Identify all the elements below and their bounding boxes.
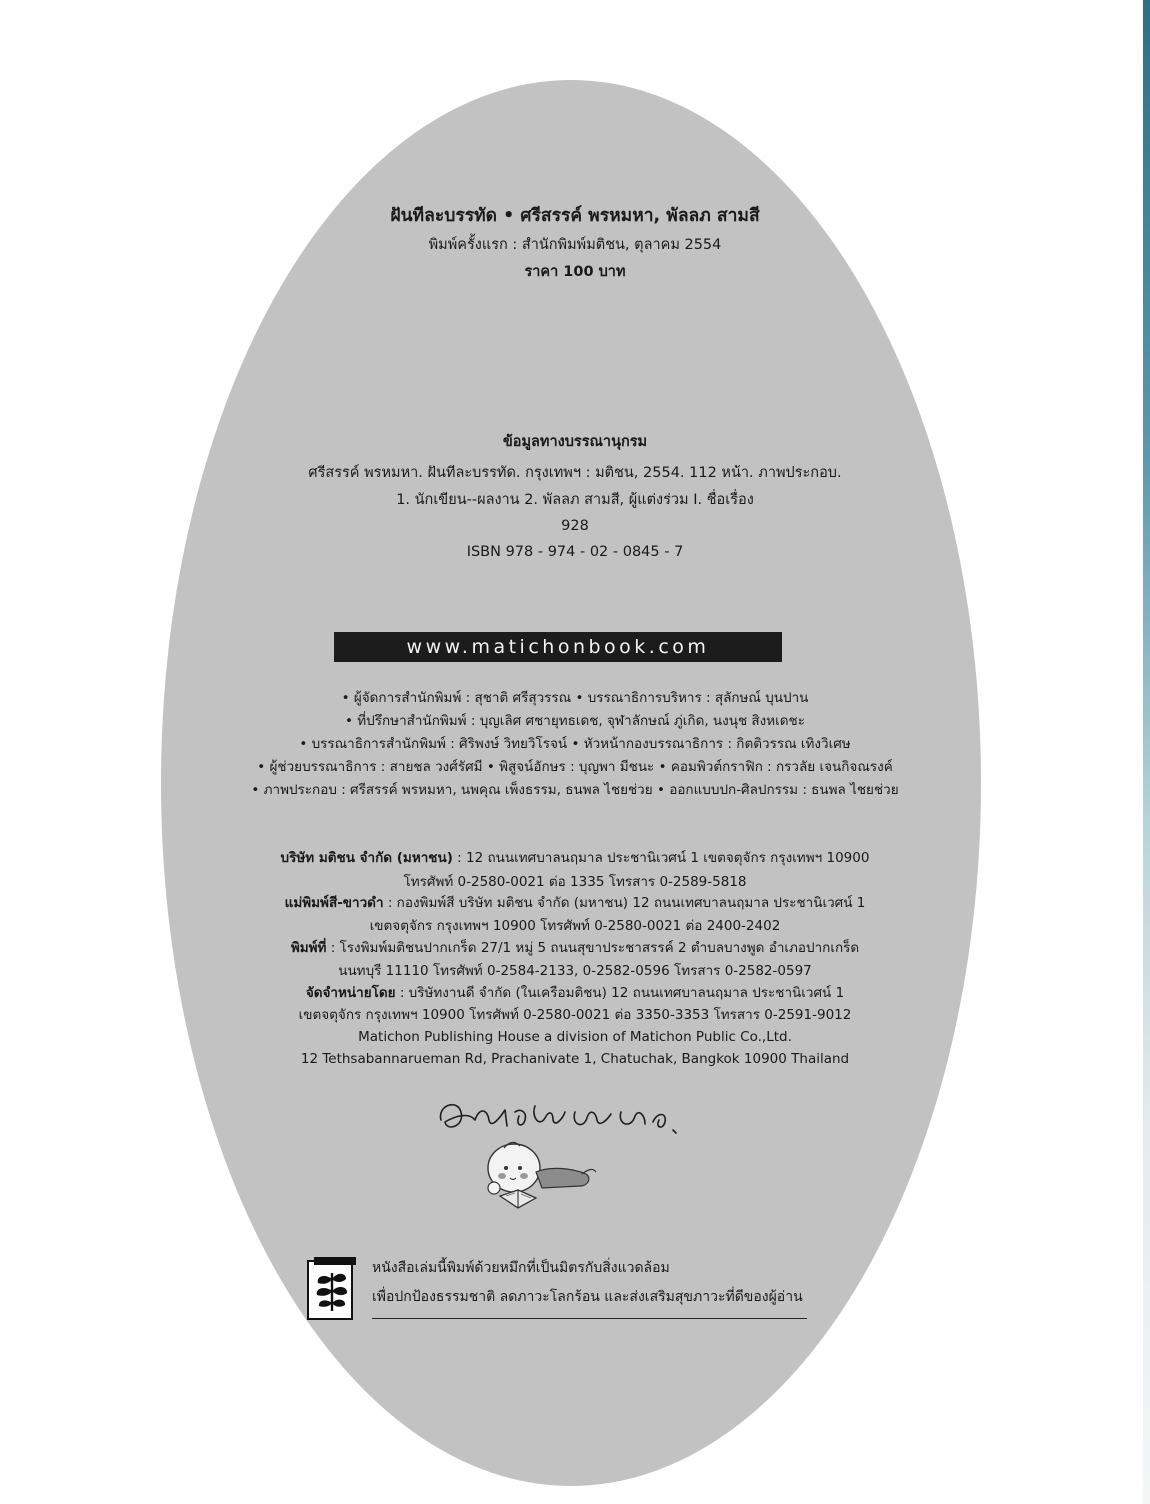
first-print-line: พิมพ์ครั้งแรก : สำนักพิมพ์มติชน, ตุลาคม 2554 bbox=[428, 237, 722, 253]
plate-label: แม่พิมพ์สี-ขาวดำ bbox=[284, 895, 384, 911]
credit-line: • ที่ปรึกษาสำนักพิมพ์ : บุญเลิศ ศชายุทธเดช, จุฬาลักษณ์ ภู่เกิด, นงนุช สิงหเดชะ bbox=[345, 713, 805, 729]
distributor-label: จัดจำหน่ายโดย bbox=[305, 985, 396, 1001]
eco-note-line: เพื่อปกป้องธรรมชาติ ลดภาวะโลกร้อน และส่งเสริมสุขภาวะที่ดีของผู้อ่าน bbox=[372, 1289, 803, 1305]
catalog-line: ศรีสรรค์ พรหมหา. ฝันทีละบรรทัด. กรุงเทพฯ : มติชน, 2554. 112 หน้า. ภาพประกอบ. bbox=[308, 465, 842, 481]
distributor-line bbox=[0, 983, 1150, 1003]
credit-line: • บรรณาธิการสำนักพิมพ์ : ศิริพงษ์ วิทยวิโรจน์ • หัวหน้ากองบรรณาธิการ : กิตติวรรณ เทิงวิเศษ bbox=[299, 736, 851, 752]
plate-line-2: เขตจตุจักร กรุงเทพฯ 10900 โทรศัพท์ 0-2580-0021 ต่อ 2400-2402 bbox=[369, 918, 781, 934]
english-address-line: 12 Tethsabannarueman Rd, Prachanivate 1, Chatuchak, Bangkok 10900 Thailand bbox=[300, 1051, 850, 1067]
publisher-company-address: : 12 ถนนเทศบาลนฤมาล ประชานิเวศน์ 1 เขตจตุจักร กรุงเทพฯ 10900 bbox=[452, 850, 870, 866]
plate-line bbox=[0, 893, 1150, 913]
printer-line bbox=[0, 938, 1150, 958]
english-name-line: Matichon Publishing House a division of Matichon Public Co.,Ltd. bbox=[358, 1029, 792, 1045]
leaf-book-icon bbox=[306, 1255, 358, 1323]
website-url[interactable]: www.matichonbook.com bbox=[334, 632, 782, 662]
eco-divider bbox=[372, 1318, 807, 1319]
plate-text: : กองพิมพ์สี บริษัท มติชน จำกัด (มหาชน) 12 ถนนเทศบาลนฤมาล ประชานิเวศน์ 1 bbox=[383, 895, 866, 911]
credit-line: • ผู้ช่วยบรรณาธิการ : สายชล วงศ์รัศมี • พิสูจน์อักษร : บุญพา มีชนะ • คอมพิวต์กราฟิก : กรวลัย เจนกิจณรงค์ bbox=[257, 759, 893, 775]
price-line: ราคา 100 บาท bbox=[524, 264, 626, 280]
catalog-heading: ข้อมูลทางบรรณานุกรม bbox=[502, 434, 648, 450]
reading-child-mascot bbox=[480, 1138, 600, 1224]
publisher-company-line bbox=[0, 848, 1150, 868]
catalog-line: 1. นักเขียน--ผลงาน 2. พัลลภ สามสี, ผู้แต่งร่วม I. ชื่อเรื่อง bbox=[396, 492, 754, 508]
printer-label: พิมพ์ที่ bbox=[290, 940, 327, 956]
credit-line: • ภาพประกอบ : ศรีสรรค์ พรหมหา, นพคุณ เพ็งธรรม, ธนพล ไชยช่วย • ออกแบบปก-ศิลปกรรม : ธนพล ไชยช่วย bbox=[251, 782, 899, 798]
printer-text: : โรงพิมพ์มติชนปากเกร็ด 27/1 หมู่ 5 ถนนสุขาประชาสรรค์ 2 ตำบลบางพูด อำเภอปากเกร็ด bbox=[326, 940, 860, 956]
publisher-company-label: บริษัท มติชน จำกัด (มหาชน) bbox=[280, 850, 453, 866]
distributor-text: : บริษัทงานดี จำกัด (ในเครือมติชน) 12 ถนนเทศบาลนฤมาล ประชานิเวศน์ 1 bbox=[395, 985, 845, 1001]
book-title-line: ฝันทีละบรรทัด • ศรีสรรค์ พรหมหา, พัลลภ สามสี bbox=[390, 206, 760, 226]
credit-line: • ผู้จัดการสำนักพิมพ์ : สุชาติ ศรีสุวรรณ • บรรณาธิการบริหาร : สุลักษณ์ บุนปาน bbox=[341, 690, 809, 706]
catalog-line: 928 bbox=[561, 518, 589, 534]
eco-note-line: หนังสือเล่มนี้พิมพ์ด้วยหมึกที่เป็นมิตรกับสิ่งแวดล้อม bbox=[372, 1260, 670, 1276]
distributor-line-2: เขตจตุจักร กรุงเทพฯ 10900 โทรศัพท์ 0-2580-0021 ต่อ 3350-3353 โทรสาร 0-2591-9012 bbox=[298, 1007, 852, 1023]
publisher-phone-line: โทรศัพท์ 0-2580-0021 ต่อ 1335 โทรสาร 0-2589-5818 bbox=[403, 874, 747, 890]
publisher-signature bbox=[435, 1086, 695, 1146]
printer-line-2: นนทบุรี 11110 โทรศัพท์ 0-2584-2133, 0-2582-0596 โทรสาร 0-2582-0597 bbox=[338, 963, 812, 979]
isbn-line: ISBN 978 - 974 - 02 - 0845 - 7 bbox=[466, 544, 684, 560]
